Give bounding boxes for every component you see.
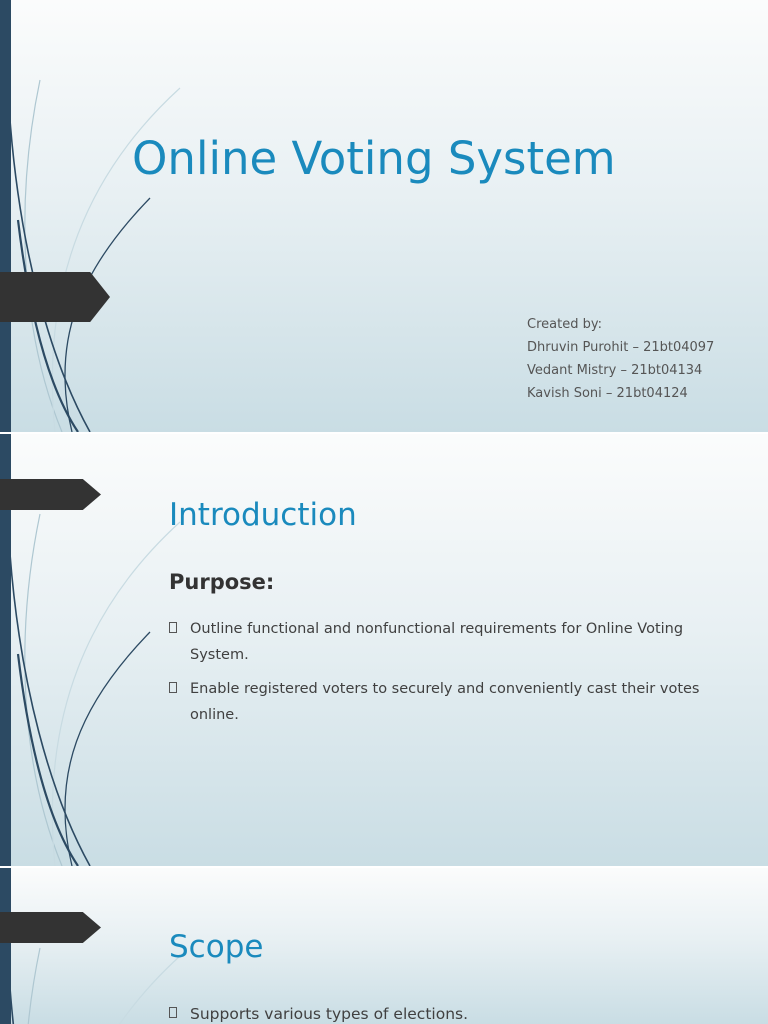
- list-item-text: Supports various types of elections.: [190, 1005, 469, 1023]
- list-item: [169, 1001, 729, 1024]
- credit-author: Kavish Soni – 21bt04124: [527, 386, 688, 401]
- arrow-tab: [0, 912, 101, 943]
- credits-heading: Created by:: [527, 317, 602, 332]
- list-item-text: Outline functional and nonfunctional requirements for Online Voting System.: [190, 621, 684, 663]
- list-item: [169, 616, 729, 668]
- credit-author: Vedant Mistry – 21bt04134: [527, 363, 703, 378]
- bullet-list: [169, 1001, 729, 1024]
- slide-scope: [0, 868, 768, 1024]
- credits-block: [527, 313, 714, 405]
- bullet-box-icon: [169, 622, 177, 633]
- credit-author: Dhruvin Purohit – 21bt04097: [527, 340, 715, 355]
- section-title: Introduction: [169, 497, 357, 533]
- bullet-list: [169, 616, 729, 736]
- bullet-box-icon: [169, 682, 177, 693]
- decorative-curves: [0, 0, 200, 432]
- section-title: Scope: [169, 929, 264, 965]
- slide-introduction: [0, 434, 768, 866]
- bullet-box-icon: [169, 1007, 177, 1018]
- subheading: Purpose:: [169, 570, 275, 594]
- presentation-title: Online Voting System: [132, 132, 616, 185]
- list-item: [169, 676, 729, 728]
- slide-title: [0, 0, 768, 432]
- arrow-tab: [0, 272, 110, 322]
- arrow-tab: [0, 479, 101, 510]
- list-item-text: Enable registered voters to securely and conveniently cast their votes online.: [190, 681, 700, 723]
